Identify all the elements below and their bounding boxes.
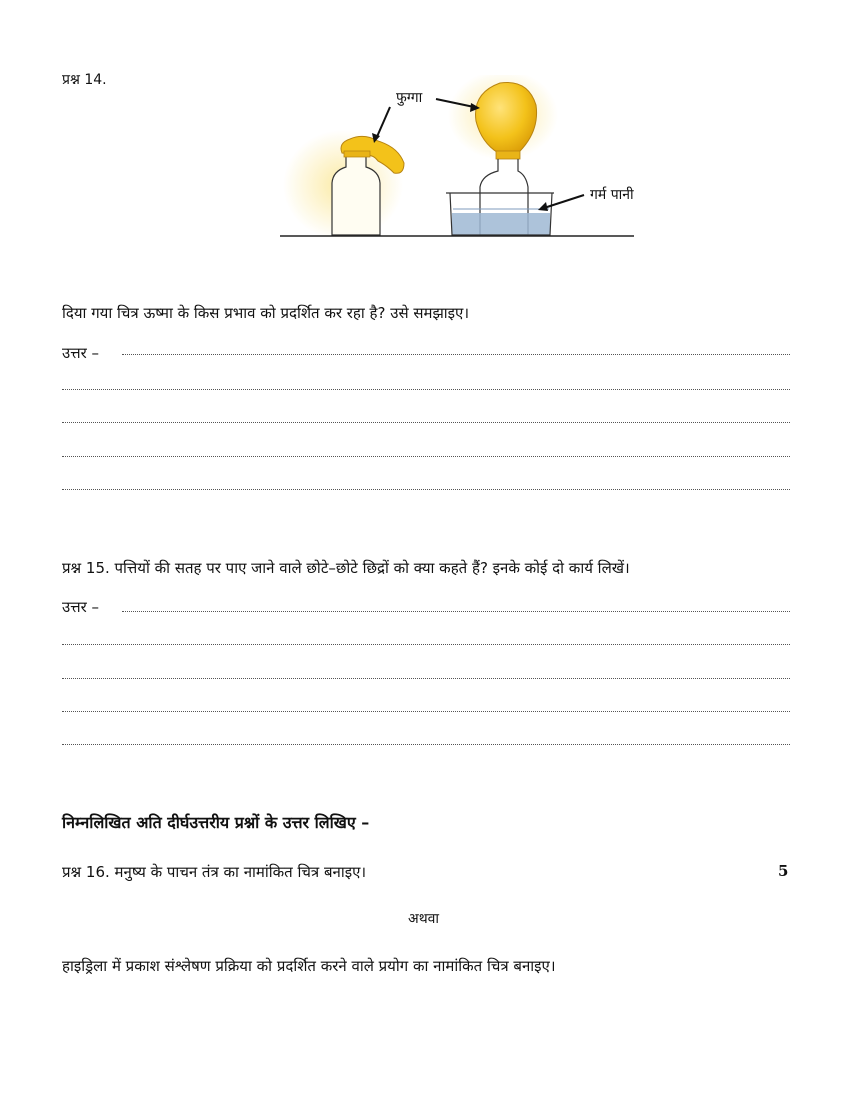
answer-line[interactable]	[62, 711, 790, 712]
answer-line[interactable]	[62, 422, 790, 423]
experiment-illustration-icon	[278, 75, 658, 245]
answer-line[interactable]	[62, 644, 790, 645]
answer-line[interactable]	[122, 354, 790, 355]
answer-line[interactable]	[62, 744, 790, 745]
section-heading: निम्नलिखित अति दीर्घउत्तरीय प्रश्नों के उत्तर लिखिए –	[62, 813, 370, 832]
question-16-alternate: हाइड्रिला में प्रकाश संश्लेषण प्रक्रिया को प्रदर्शित करने वाले प्रयोग का नामांकित चित्र बनाइए।	[62, 957, 556, 975]
question-14-number: प्रश्न 14.	[62, 72, 107, 88]
answer-line[interactable]	[62, 389, 790, 390]
question-15-text: प्रश्न 15. पत्तियों की सतह पर पाए जाने वाले छोटे–छोटे छिद्रों को क्या कहते हैं? इनके कोई दो कार्य लिखें।	[62, 559, 630, 577]
question-15-answer-label: उत्तर –	[62, 598, 99, 616]
question-16-text: प्रश्न 16. मनुष्य के पाचन तंत्र का नामांकित चित्र बनाइए।	[62, 863, 367, 881]
question-14-answer-label: उत्तर –	[62, 344, 99, 362]
question-14-text: दिया गया चित्र ऊष्मा के किस प्रभाव को प्रदर्शित कर रहा है? उसे समझाइए।	[62, 304, 470, 322]
answer-line[interactable]	[122, 611, 790, 612]
answer-line[interactable]	[62, 489, 790, 490]
hot-water-label: गर्म पानी	[590, 187, 634, 203]
balloon-bottle-figure	[278, 75, 658, 245]
answer-line[interactable]	[62, 456, 790, 457]
question-16-marks: 5	[778, 862, 789, 880]
balloon-label: फुग्गा	[396, 90, 423, 106]
answer-line[interactable]	[62, 678, 790, 679]
or-separator: अथवा	[408, 911, 440, 927]
